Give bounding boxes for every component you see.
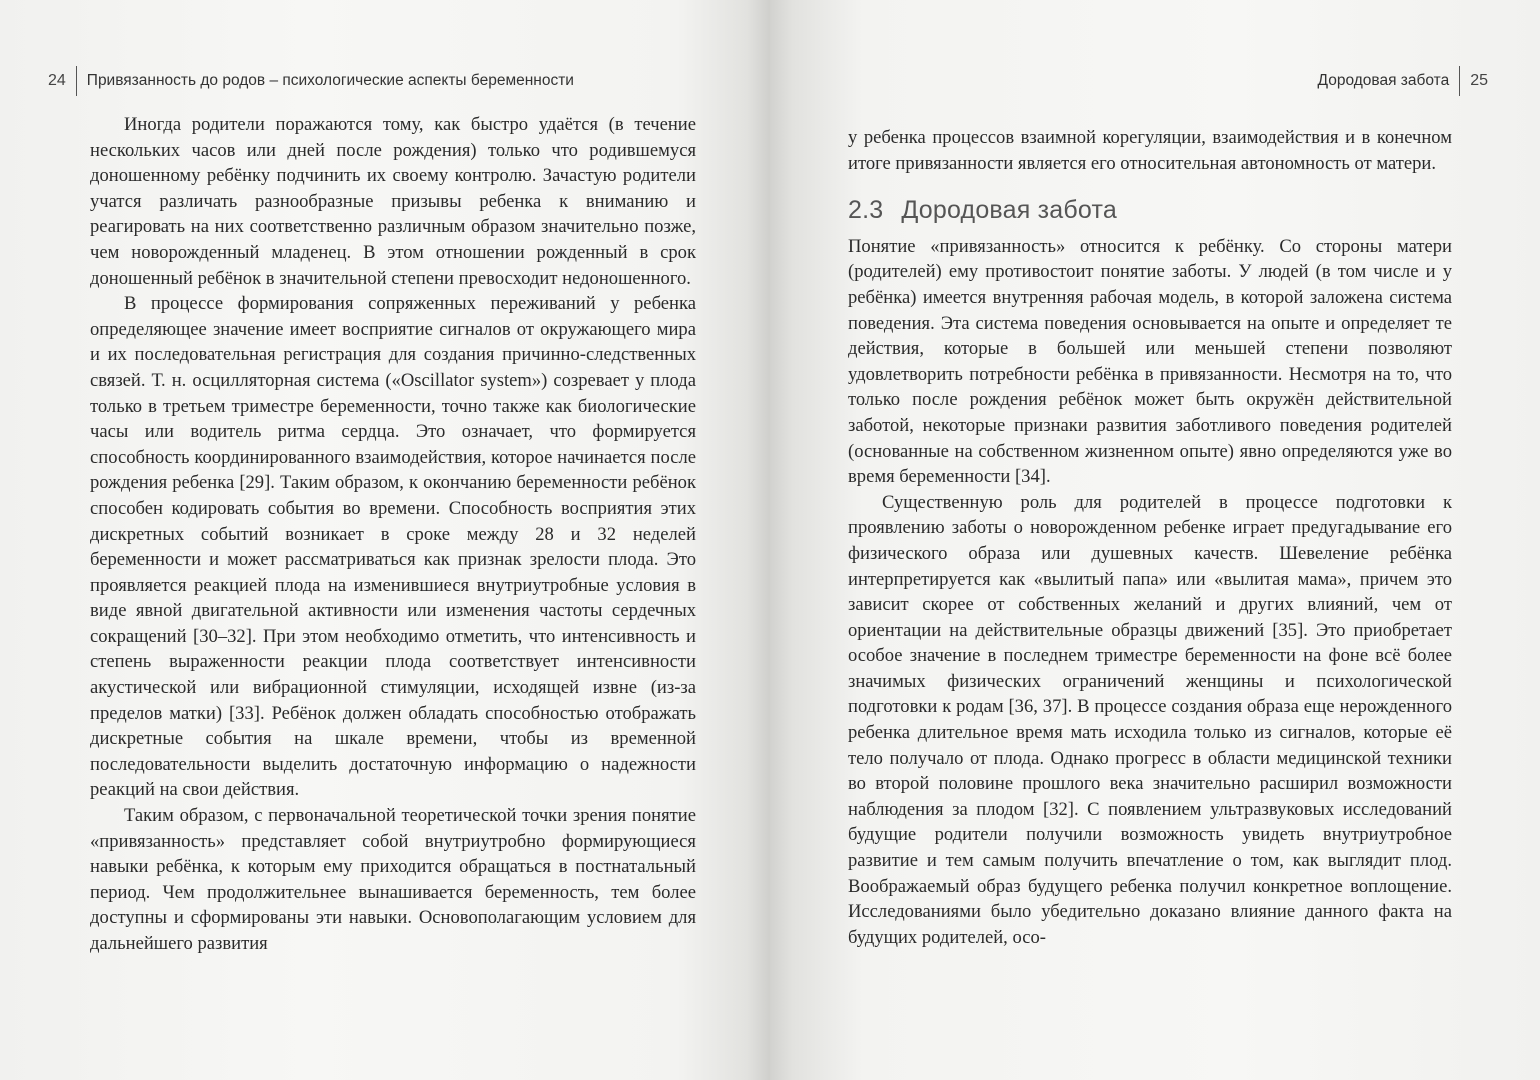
right-running-head <box>1318 66 1488 96</box>
left-running-head <box>48 66 574 96</box>
paragraph: Существенную роль для родителей в процессе подготовки к проявлению заботы о новорожденном ребенке играет предугадывание его физического образа или душевных качеств. Шевеление ребёнка интерпретируется как «вылитый папа» или «вылитая мама», причем это зависит скорее от собственных желаний и других влияний, чем от ориентации на действительные образцы движений [35]. Это приобретает особое значение в последнем триместре беременности на фоне всё более значимых физических ограничений женщины и психологической подготовки к родам [36, 37]. В процессе создания образа еще нерожденного ребенка длительное время мать исходила только из сигналов, которые её тело получало от плода. Однако прогресс в области медицинской техники во второй половине прошлого века значительно расширил возможности наблюдения за плодом [32]. С появлением ультразвуковых исследований будущие родители получили возможность увидеть внутриутробное развитие и тем самым получить впечатление о том, как выглядит плод. Воображаемый образ будущего ребенка получил конкретное воплощение. Исследованиями было убедительно доказано влияние данного факта на будущих родителей, осо- <box>848 491 1452 948</box>
paragraph: Таким образом, с первоначальной теоретической точки зрения понятие «привязанность» представляет собой внутриутробно формирующиеся навыки ребёнка, к которым ему приходится обращаться в постнатальный период. Чем продолжительнее вынашивается беременность, тем более доступны и сформированы эти навыки. Основополагающим условием для дальнейшего развития <box>90 805 696 954</box>
section-title: Дородовая забота <box>901 196 1117 225</box>
left-page-number: 24 <box>48 72 66 89</box>
right-page <box>770 0 1540 1080</box>
right-body-text <box>848 125 1452 950</box>
paragraph: Понятие «привязанность» относится к ребёнку. Со стороны матери (родителей) ему противостоит понятие заботы. У людей (в том числе и у ребёнка) имеется внутренняя рабочая модель, в которой заложена система поведения. Эта система поведения основывается на опыте и определяет те действия, которые в большей или меньшей степени позволяют удовлетворить потребности ребёнка в привязанности. Несмотря на то, что только после рождения ребёнок может быть окружён действительной заботой, некоторые признаки развития заботливого поведения родителей (основанные на собственном жизненном опыте) явно определяются уже во время беременности [34]. <box>848 235 1452 488</box>
paragraph: Иногда родители поражаются тому, как быстро удаётся (в течение нескольких часов или дней после рождения) только что родившемуся доношенному ребёнку подчинить их своему контролю. Зачастую родители учатся различать разнообразные призывы ребенка к вниманию и реагировать на них соответственно различным образом значительно позже, чем новорожденный младенец. В этом отношении рожденный в срок доношенный ребёнок в значительной степени превосходит недоношенного. <box>90 114 696 289</box>
right-running-head-title: Дородовая забота <box>1317 72 1450 89</box>
paragraph: В процессе формирования сопряженных переживаний у ребенка определяющее значение имеет восприятие сигналов от окружающего мира и их последовательная регистрация для создания причинно-следственных связей. Т. н. осцилляторная система («Oscillator system») созревает у плода только в третьем триместре беременности, точно также как биологические часы или водитель ритма сердца. Это означает, что формируется способность координированного взаимодействия, которое начинается после рождения ребенка [29]. Таким образом, к окончанию беременности ребёнок способен кодировать события во времени. Способность восприятия этих дискретных событий возникает в сроке между 28 и 32 неделей беременности и может рассматриваться как признак зрелости плода. Это проявляется реакцией плода на изменившиеся внутриутробные условия в виде явной двигательной активности или изменения частоты сердечных сокращений [30–32]. При этом необходимо отметить, что интенсивность и степень выраженности реакции плода соответствует интенсивности акустической или вибрационной стимуляции, исходящей извне (из-за пределов матки) [33]. Ребёнок должен обладать способностью отображать дискретные события на шкале времени, чтобы из временной последовательности выделить достаточную информацию о надежности реакций на свои действия. <box>90 293 696 801</box>
left-body-text <box>90 112 696 957</box>
continuation-paragraph: у ребенка процессов взаимной корегуляции, взаимодействия и в конечном итоге привязанности является его относительная автономность от матери. <box>848 127 1452 174</box>
section-number: 2.3 <box>848 196 884 225</box>
running-head-divider <box>1459 66 1460 96</box>
left-running-head-title: Привязанность до родов – психологические аспекты беременности <box>86 72 574 89</box>
right-page-number: 25 <box>1470 72 1488 89</box>
running-head-divider <box>76 66 77 96</box>
section-heading <box>848 198 1452 224</box>
